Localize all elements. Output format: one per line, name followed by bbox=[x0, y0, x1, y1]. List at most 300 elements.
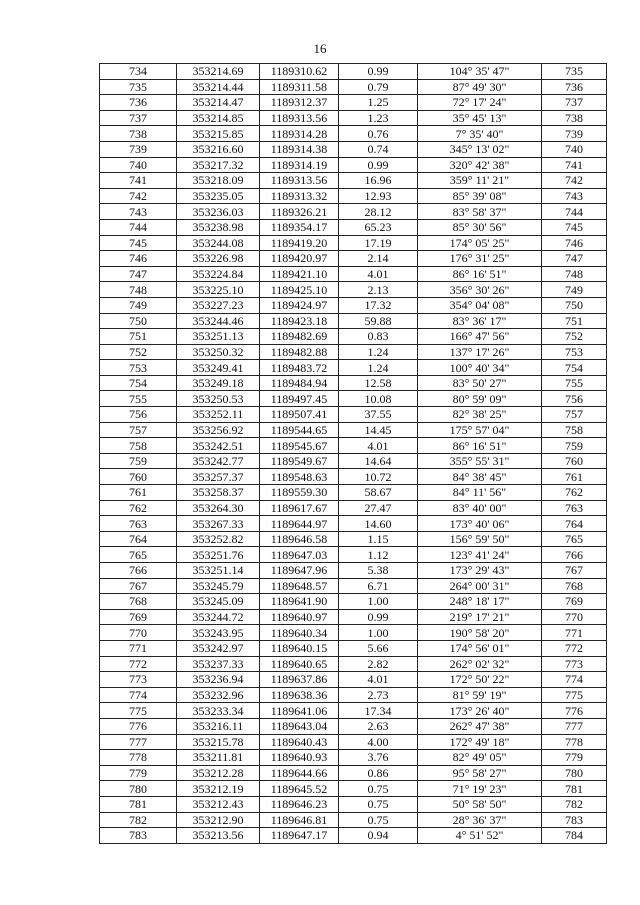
bearing-cell: 355° 55' 31" bbox=[418, 453, 542, 469]
y-coordinate-cell: 1189483.72 bbox=[260, 360, 339, 376]
distance-cell: 2.63 bbox=[339, 718, 418, 734]
y-coordinate-cell: 1189647.96 bbox=[260, 563, 339, 579]
y-coordinate-cell: 1189482.69 bbox=[260, 329, 339, 345]
point-to-cell: 741 bbox=[542, 157, 607, 173]
table-row bbox=[100, 438, 607, 454]
table-row bbox=[100, 219, 607, 235]
point-from-cell: 776 bbox=[100, 718, 177, 734]
table-row bbox=[100, 329, 607, 345]
distance-cell: 0.83 bbox=[339, 329, 418, 345]
table-row bbox=[100, 407, 607, 423]
bearing-cell: 354° 04' 08" bbox=[418, 297, 542, 313]
y-coordinate-cell: 1189549.67 bbox=[260, 453, 339, 469]
bearing-cell: 28° 36' 37" bbox=[418, 812, 542, 828]
coordinates-table-body bbox=[100, 64, 607, 844]
point-from-cell: 757 bbox=[100, 422, 177, 438]
distance-cell: 12.93 bbox=[339, 188, 418, 204]
y-coordinate-cell: 1189313.56 bbox=[260, 110, 339, 126]
x-coordinate-cell: 353214.85 bbox=[177, 110, 260, 126]
bearing-cell: 137° 17' 26" bbox=[418, 344, 542, 360]
point-to-cell: 759 bbox=[542, 438, 607, 454]
y-coordinate-cell: 1189640.65 bbox=[260, 656, 339, 672]
point-from-cell: 747 bbox=[100, 266, 177, 282]
table-row bbox=[100, 500, 607, 516]
bearing-cell: 156° 59' 50" bbox=[418, 531, 542, 547]
point-from-cell: 760 bbox=[100, 469, 177, 485]
x-coordinate-cell: 353257.37 bbox=[177, 469, 260, 485]
coordinates-table bbox=[99, 63, 607, 844]
distance-cell: 14.60 bbox=[339, 516, 418, 532]
point-from-cell: 753 bbox=[100, 360, 177, 376]
y-coordinate-cell: 1189643.04 bbox=[260, 718, 339, 734]
bearing-cell: 359° 11' 21" bbox=[418, 173, 542, 189]
x-coordinate-cell: 353243.95 bbox=[177, 625, 260, 641]
point-to-cell: 738 bbox=[542, 110, 607, 126]
y-coordinate-cell: 1189640.97 bbox=[260, 609, 339, 625]
point-to-cell: 767 bbox=[542, 563, 607, 579]
table-row bbox=[100, 141, 607, 157]
point-from-cell: 765 bbox=[100, 547, 177, 563]
x-coordinate-cell: 353251.13 bbox=[177, 329, 260, 345]
distance-cell: 0.94 bbox=[339, 828, 418, 844]
x-coordinate-cell: 353224.84 bbox=[177, 266, 260, 282]
y-coordinate-cell: 1189421.10 bbox=[260, 266, 339, 282]
distance-cell: 17.19 bbox=[339, 235, 418, 251]
table-row bbox=[100, 734, 607, 750]
distance-cell: 5.38 bbox=[339, 563, 418, 579]
bearing-cell: 123° 41' 24" bbox=[418, 547, 542, 563]
distance-cell: 37.55 bbox=[339, 407, 418, 423]
point-to-cell: 766 bbox=[542, 547, 607, 563]
bearing-cell: 345° 13' 02" bbox=[418, 141, 542, 157]
bearing-cell: 262° 02' 32" bbox=[418, 656, 542, 672]
bearing-cell: 174° 05' 25" bbox=[418, 235, 542, 251]
y-coordinate-cell: 1189313.32 bbox=[260, 188, 339, 204]
table-row bbox=[100, 672, 607, 688]
point-from-cell: 764 bbox=[100, 531, 177, 547]
x-coordinate-cell: 353242.97 bbox=[177, 640, 260, 656]
bearing-cell: 176° 31' 25" bbox=[418, 251, 542, 267]
y-coordinate-cell: 1189311.58 bbox=[260, 79, 339, 95]
bearing-cell: 85° 30' 56" bbox=[418, 219, 542, 235]
point-to-cell: 748 bbox=[542, 266, 607, 282]
point-from-cell: 735 bbox=[100, 79, 177, 95]
y-coordinate-cell: 1189645.52 bbox=[260, 781, 339, 797]
distance-cell: 59.88 bbox=[339, 313, 418, 329]
x-coordinate-cell: 353212.90 bbox=[177, 812, 260, 828]
distance-cell: 1.24 bbox=[339, 360, 418, 376]
point-from-cell: 763 bbox=[100, 516, 177, 532]
x-coordinate-cell: 353250.53 bbox=[177, 391, 260, 407]
y-coordinate-cell: 1189423.18 bbox=[260, 313, 339, 329]
y-coordinate-cell: 1189544.65 bbox=[260, 422, 339, 438]
point-from-cell: 775 bbox=[100, 703, 177, 719]
distance-cell: 2.73 bbox=[339, 687, 418, 703]
distance-cell: 0.86 bbox=[339, 765, 418, 781]
table-row bbox=[100, 796, 607, 812]
distance-cell: 28.12 bbox=[339, 204, 418, 220]
point-from-cell: 777 bbox=[100, 734, 177, 750]
distance-cell: 3.76 bbox=[339, 750, 418, 766]
table-row bbox=[100, 188, 607, 204]
x-coordinate-cell: 353267.33 bbox=[177, 516, 260, 532]
point-from-cell: 781 bbox=[100, 796, 177, 812]
y-coordinate-cell: 1189314.28 bbox=[260, 126, 339, 142]
point-from-cell: 754 bbox=[100, 375, 177, 391]
y-coordinate-cell: 1189640.34 bbox=[260, 625, 339, 641]
y-coordinate-cell: 1189424.97 bbox=[260, 297, 339, 313]
bearing-cell: 81° 59' 19" bbox=[418, 687, 542, 703]
x-coordinate-cell: 353250.32 bbox=[177, 344, 260, 360]
table-row bbox=[100, 656, 607, 672]
distance-cell: 5.66 bbox=[339, 640, 418, 656]
bearing-cell: 86° 16' 51" bbox=[418, 438, 542, 454]
distance-cell: 1.15 bbox=[339, 531, 418, 547]
table-row bbox=[100, 578, 607, 594]
y-coordinate-cell: 1189637.86 bbox=[260, 672, 339, 688]
point-from-cell: 758 bbox=[100, 438, 177, 454]
table-row bbox=[100, 251, 607, 267]
point-to-cell: 773 bbox=[542, 656, 607, 672]
point-to-cell: 753 bbox=[542, 344, 607, 360]
bearing-cell: 100° 40' 34" bbox=[418, 360, 542, 376]
table-row bbox=[100, 204, 607, 220]
x-coordinate-cell: 353214.44 bbox=[177, 79, 260, 95]
bearing-cell: 219° 17' 21" bbox=[418, 609, 542, 625]
bearing-cell: 72° 17' 24" bbox=[418, 95, 542, 111]
point-to-cell: 768 bbox=[542, 578, 607, 594]
distance-cell: 17.34 bbox=[339, 703, 418, 719]
table-row bbox=[100, 547, 607, 563]
x-coordinate-cell: 353251.14 bbox=[177, 563, 260, 579]
point-to-cell: 758 bbox=[542, 422, 607, 438]
point-to-cell: 769 bbox=[542, 594, 607, 610]
table-row bbox=[100, 282, 607, 298]
point-to-cell: 742 bbox=[542, 173, 607, 189]
y-coordinate-cell: 1189312.37 bbox=[260, 95, 339, 111]
y-coordinate-cell: 1189419.20 bbox=[260, 235, 339, 251]
page-number: 16 bbox=[313, 41, 327, 56]
bearing-cell: 83° 40' 00" bbox=[418, 500, 542, 516]
table-row bbox=[100, 609, 607, 625]
distance-cell: 1.12 bbox=[339, 547, 418, 563]
distance-cell: 2.82 bbox=[339, 656, 418, 672]
table-row bbox=[100, 360, 607, 376]
y-coordinate-cell: 1189644.97 bbox=[260, 516, 339, 532]
x-coordinate-cell: 353216.60 bbox=[177, 141, 260, 157]
bearing-cell: 264° 00' 31" bbox=[418, 578, 542, 594]
bearing-cell: 174° 56' 01" bbox=[418, 640, 542, 656]
y-coordinate-cell: 1189314.38 bbox=[260, 141, 339, 157]
bearing-cell: 83° 50' 27" bbox=[418, 375, 542, 391]
point-from-cell: 745 bbox=[100, 235, 177, 251]
distance-cell: 65.23 bbox=[339, 219, 418, 235]
x-coordinate-cell: 353249.41 bbox=[177, 360, 260, 376]
table-row bbox=[100, 95, 607, 111]
y-coordinate-cell: 1189617.67 bbox=[260, 500, 339, 516]
y-coordinate-cell: 1189420.97 bbox=[260, 251, 339, 267]
y-coordinate-cell: 1189647.03 bbox=[260, 547, 339, 563]
bearing-cell: 84° 11' 56" bbox=[418, 485, 542, 501]
x-coordinate-cell: 353244.08 bbox=[177, 235, 260, 251]
table-row bbox=[100, 391, 607, 407]
point-from-cell: 746 bbox=[100, 251, 177, 267]
x-coordinate-cell: 353242.77 bbox=[177, 453, 260, 469]
point-to-cell: 737 bbox=[542, 95, 607, 111]
table-row bbox=[100, 344, 607, 360]
table-row bbox=[100, 750, 607, 766]
y-coordinate-cell: 1189648.57 bbox=[260, 578, 339, 594]
point-from-cell: 779 bbox=[100, 765, 177, 781]
bearing-cell: 83° 36' 17" bbox=[418, 313, 542, 329]
point-from-cell: 749 bbox=[100, 297, 177, 313]
x-coordinate-cell: 353214.47 bbox=[177, 95, 260, 111]
y-coordinate-cell: 1189641.90 bbox=[260, 594, 339, 610]
x-coordinate-cell: 353237.33 bbox=[177, 656, 260, 672]
x-coordinate-cell: 353242.51 bbox=[177, 438, 260, 454]
y-coordinate-cell: 1189640.15 bbox=[260, 640, 339, 656]
distance-cell: 16.96 bbox=[339, 173, 418, 189]
distance-cell: 1.25 bbox=[339, 95, 418, 111]
table-row bbox=[100, 157, 607, 173]
point-to-cell: 782 bbox=[542, 796, 607, 812]
point-from-cell: 772 bbox=[100, 656, 177, 672]
bearing-cell: 320° 42' 38" bbox=[418, 157, 542, 173]
x-coordinate-cell: 353235.05 bbox=[177, 188, 260, 204]
bearing-cell: 356° 30' 26" bbox=[418, 282, 542, 298]
bearing-cell: 85° 39' 08" bbox=[418, 188, 542, 204]
x-coordinate-cell: 353245.09 bbox=[177, 594, 260, 610]
distance-cell: 12.58 bbox=[339, 375, 418, 391]
bearing-cell: 86° 16' 51" bbox=[418, 266, 542, 282]
bearing-cell: 175° 57' 04" bbox=[418, 422, 542, 438]
point-to-cell: 749 bbox=[542, 282, 607, 298]
x-coordinate-cell: 353215.78 bbox=[177, 734, 260, 750]
table-row bbox=[100, 765, 607, 781]
point-to-cell: 770 bbox=[542, 609, 607, 625]
table-row bbox=[100, 625, 607, 641]
point-to-cell: 747 bbox=[542, 251, 607, 267]
point-to-cell: 743 bbox=[542, 188, 607, 204]
point-from-cell: 761 bbox=[100, 485, 177, 501]
y-coordinate-cell: 1189310.62 bbox=[260, 64, 339, 80]
point-to-cell: 776 bbox=[542, 703, 607, 719]
bearing-cell: 50° 58' 50" bbox=[418, 796, 542, 812]
x-coordinate-cell: 353233.34 bbox=[177, 703, 260, 719]
table-row bbox=[100, 453, 607, 469]
bearing-cell: 87° 49' 30" bbox=[418, 79, 542, 95]
distance-cell: 2.13 bbox=[339, 282, 418, 298]
bearing-cell: 173° 40' 06" bbox=[418, 516, 542, 532]
y-coordinate-cell: 1189497.45 bbox=[260, 391, 339, 407]
y-coordinate-cell: 1189640.43 bbox=[260, 734, 339, 750]
distance-cell: 10.08 bbox=[339, 391, 418, 407]
distance-cell: 4.00 bbox=[339, 734, 418, 750]
x-coordinate-cell: 353256.92 bbox=[177, 422, 260, 438]
table-row bbox=[100, 718, 607, 734]
point-to-cell: 772 bbox=[542, 640, 607, 656]
x-coordinate-cell: 353212.28 bbox=[177, 765, 260, 781]
table-row bbox=[100, 110, 607, 126]
point-to-cell: 780 bbox=[542, 765, 607, 781]
point-to-cell: 763 bbox=[542, 500, 607, 516]
point-from-cell: 768 bbox=[100, 594, 177, 610]
table-row bbox=[100, 173, 607, 189]
distance-cell: 1.00 bbox=[339, 625, 418, 641]
point-from-cell: 771 bbox=[100, 640, 177, 656]
distance-cell: 1.00 bbox=[339, 594, 418, 610]
y-coordinate-cell: 1189545.67 bbox=[260, 438, 339, 454]
x-coordinate-cell: 353252.82 bbox=[177, 531, 260, 547]
bearing-cell: 173° 26' 40" bbox=[418, 703, 542, 719]
distance-cell: 0.99 bbox=[339, 64, 418, 80]
x-coordinate-cell: 353211.81 bbox=[177, 750, 260, 766]
bearing-cell: 172° 50' 22" bbox=[418, 672, 542, 688]
point-to-cell: 760 bbox=[542, 453, 607, 469]
distance-cell: 0.99 bbox=[339, 609, 418, 625]
point-from-cell: 738 bbox=[100, 126, 177, 142]
y-coordinate-cell: 1189482.88 bbox=[260, 344, 339, 360]
x-coordinate-cell: 353218.09 bbox=[177, 173, 260, 189]
y-coordinate-cell: 1189641.06 bbox=[260, 703, 339, 719]
bearing-cell: 190° 58' 20" bbox=[418, 625, 542, 641]
distance-cell: 27.47 bbox=[339, 500, 418, 516]
table-row bbox=[100, 266, 607, 282]
point-to-cell: 739 bbox=[542, 126, 607, 142]
x-coordinate-cell: 353236.03 bbox=[177, 204, 260, 220]
bearing-cell: 166° 47' 56" bbox=[418, 329, 542, 345]
x-coordinate-cell: 353238.98 bbox=[177, 219, 260, 235]
distance-cell: 6.71 bbox=[339, 578, 418, 594]
distance-cell: 14.64 bbox=[339, 453, 418, 469]
point-to-cell: 762 bbox=[542, 485, 607, 501]
point-from-cell: 748 bbox=[100, 282, 177, 298]
table-row bbox=[100, 126, 607, 142]
point-from-cell: 742 bbox=[100, 188, 177, 204]
distance-cell: 1.23 bbox=[339, 110, 418, 126]
distance-cell: 0.76 bbox=[339, 126, 418, 142]
point-from-cell: 751 bbox=[100, 329, 177, 345]
y-coordinate-cell: 1189326.21 bbox=[260, 204, 339, 220]
bearing-cell: 248° 18' 17" bbox=[418, 594, 542, 610]
point-from-cell: 739 bbox=[100, 141, 177, 157]
distance-cell: 0.79 bbox=[339, 79, 418, 95]
point-from-cell: 770 bbox=[100, 625, 177, 641]
point-to-cell: 761 bbox=[542, 469, 607, 485]
x-coordinate-cell: 353213.56 bbox=[177, 828, 260, 844]
y-coordinate-cell: 1189559.30 bbox=[260, 485, 339, 501]
bearing-cell: 80° 59' 09" bbox=[418, 391, 542, 407]
table-row bbox=[100, 469, 607, 485]
point-from-cell: 743 bbox=[100, 204, 177, 220]
point-to-cell: 751 bbox=[542, 313, 607, 329]
table-row bbox=[100, 828, 607, 844]
x-coordinate-cell: 353264.30 bbox=[177, 500, 260, 516]
point-to-cell: 784 bbox=[542, 828, 607, 844]
y-coordinate-cell: 1189313.56 bbox=[260, 173, 339, 189]
table-row bbox=[100, 64, 607, 80]
point-to-cell: 764 bbox=[542, 516, 607, 532]
point-to-cell: 783 bbox=[542, 812, 607, 828]
bearing-cell: 104° 35' 47" bbox=[418, 64, 542, 80]
point-from-cell: 766 bbox=[100, 563, 177, 579]
x-coordinate-cell: 353227.23 bbox=[177, 297, 260, 313]
x-coordinate-cell: 353258.37 bbox=[177, 485, 260, 501]
y-coordinate-cell: 1189640.93 bbox=[260, 750, 339, 766]
distance-cell: 0.75 bbox=[339, 796, 418, 812]
distance-cell: 17.32 bbox=[339, 297, 418, 313]
point-to-cell: 744 bbox=[542, 204, 607, 220]
bearing-cell: 7° 35' 40" bbox=[418, 126, 542, 142]
point-from-cell: 767 bbox=[100, 578, 177, 594]
bearing-cell: 173° 29' 43" bbox=[418, 563, 542, 579]
x-coordinate-cell: 353245.79 bbox=[177, 578, 260, 594]
point-from-cell: 782 bbox=[100, 812, 177, 828]
point-from-cell: 774 bbox=[100, 687, 177, 703]
point-to-cell: 745 bbox=[542, 219, 607, 235]
point-to-cell: 750 bbox=[542, 297, 607, 313]
point-from-cell: 756 bbox=[100, 407, 177, 423]
point-from-cell: 773 bbox=[100, 672, 177, 688]
y-coordinate-cell: 1189644.66 bbox=[260, 765, 339, 781]
distance-cell: 2.14 bbox=[339, 251, 418, 267]
distance-cell: 58.67 bbox=[339, 485, 418, 501]
point-to-cell: 757 bbox=[542, 407, 607, 423]
distance-cell: 0.75 bbox=[339, 781, 418, 797]
bearing-cell: 35° 45' 13" bbox=[418, 110, 542, 126]
x-coordinate-cell: 353244.72 bbox=[177, 609, 260, 625]
point-from-cell: 755 bbox=[100, 391, 177, 407]
distance-cell: 4.01 bbox=[339, 266, 418, 282]
distance-cell: 4.01 bbox=[339, 672, 418, 688]
point-from-cell: 783 bbox=[100, 828, 177, 844]
distance-cell: 0.99 bbox=[339, 157, 418, 173]
y-coordinate-cell: 1189484.94 bbox=[260, 375, 339, 391]
table-row bbox=[100, 563, 607, 579]
bearing-cell: 4° 51' 52" bbox=[418, 828, 542, 844]
table-row bbox=[100, 781, 607, 797]
x-coordinate-cell: 353212.19 bbox=[177, 781, 260, 797]
point-to-cell: 781 bbox=[542, 781, 607, 797]
distance-cell: 0.75 bbox=[339, 812, 418, 828]
point-from-cell: 762 bbox=[100, 500, 177, 516]
table-row bbox=[100, 422, 607, 438]
table-row bbox=[100, 812, 607, 828]
y-coordinate-cell: 1189646.58 bbox=[260, 531, 339, 547]
bearing-cell: 172° 49' 18" bbox=[418, 734, 542, 750]
y-coordinate-cell: 1189314.19 bbox=[260, 157, 339, 173]
x-coordinate-cell: 353215.85 bbox=[177, 126, 260, 142]
table-row bbox=[100, 297, 607, 313]
bearing-cell: 95° 58' 27" bbox=[418, 765, 542, 781]
bearing-cell: 262° 47' 38" bbox=[418, 718, 542, 734]
table-row bbox=[100, 531, 607, 547]
x-coordinate-cell: 353214.69 bbox=[177, 64, 260, 80]
y-coordinate-cell: 1189507.41 bbox=[260, 407, 339, 423]
table-row bbox=[100, 235, 607, 251]
distance-cell: 14.45 bbox=[339, 422, 418, 438]
x-coordinate-cell: 353216.11 bbox=[177, 718, 260, 734]
point-from-cell: 736 bbox=[100, 95, 177, 111]
distance-cell: 0.74 bbox=[339, 141, 418, 157]
bearing-cell: 84° 38' 45" bbox=[418, 469, 542, 485]
point-to-cell: 771 bbox=[542, 625, 607, 641]
x-coordinate-cell: 353212.43 bbox=[177, 796, 260, 812]
point-to-cell: 778 bbox=[542, 734, 607, 750]
point-from-cell: 759 bbox=[100, 453, 177, 469]
x-coordinate-cell: 353225.10 bbox=[177, 282, 260, 298]
table-row bbox=[100, 485, 607, 501]
